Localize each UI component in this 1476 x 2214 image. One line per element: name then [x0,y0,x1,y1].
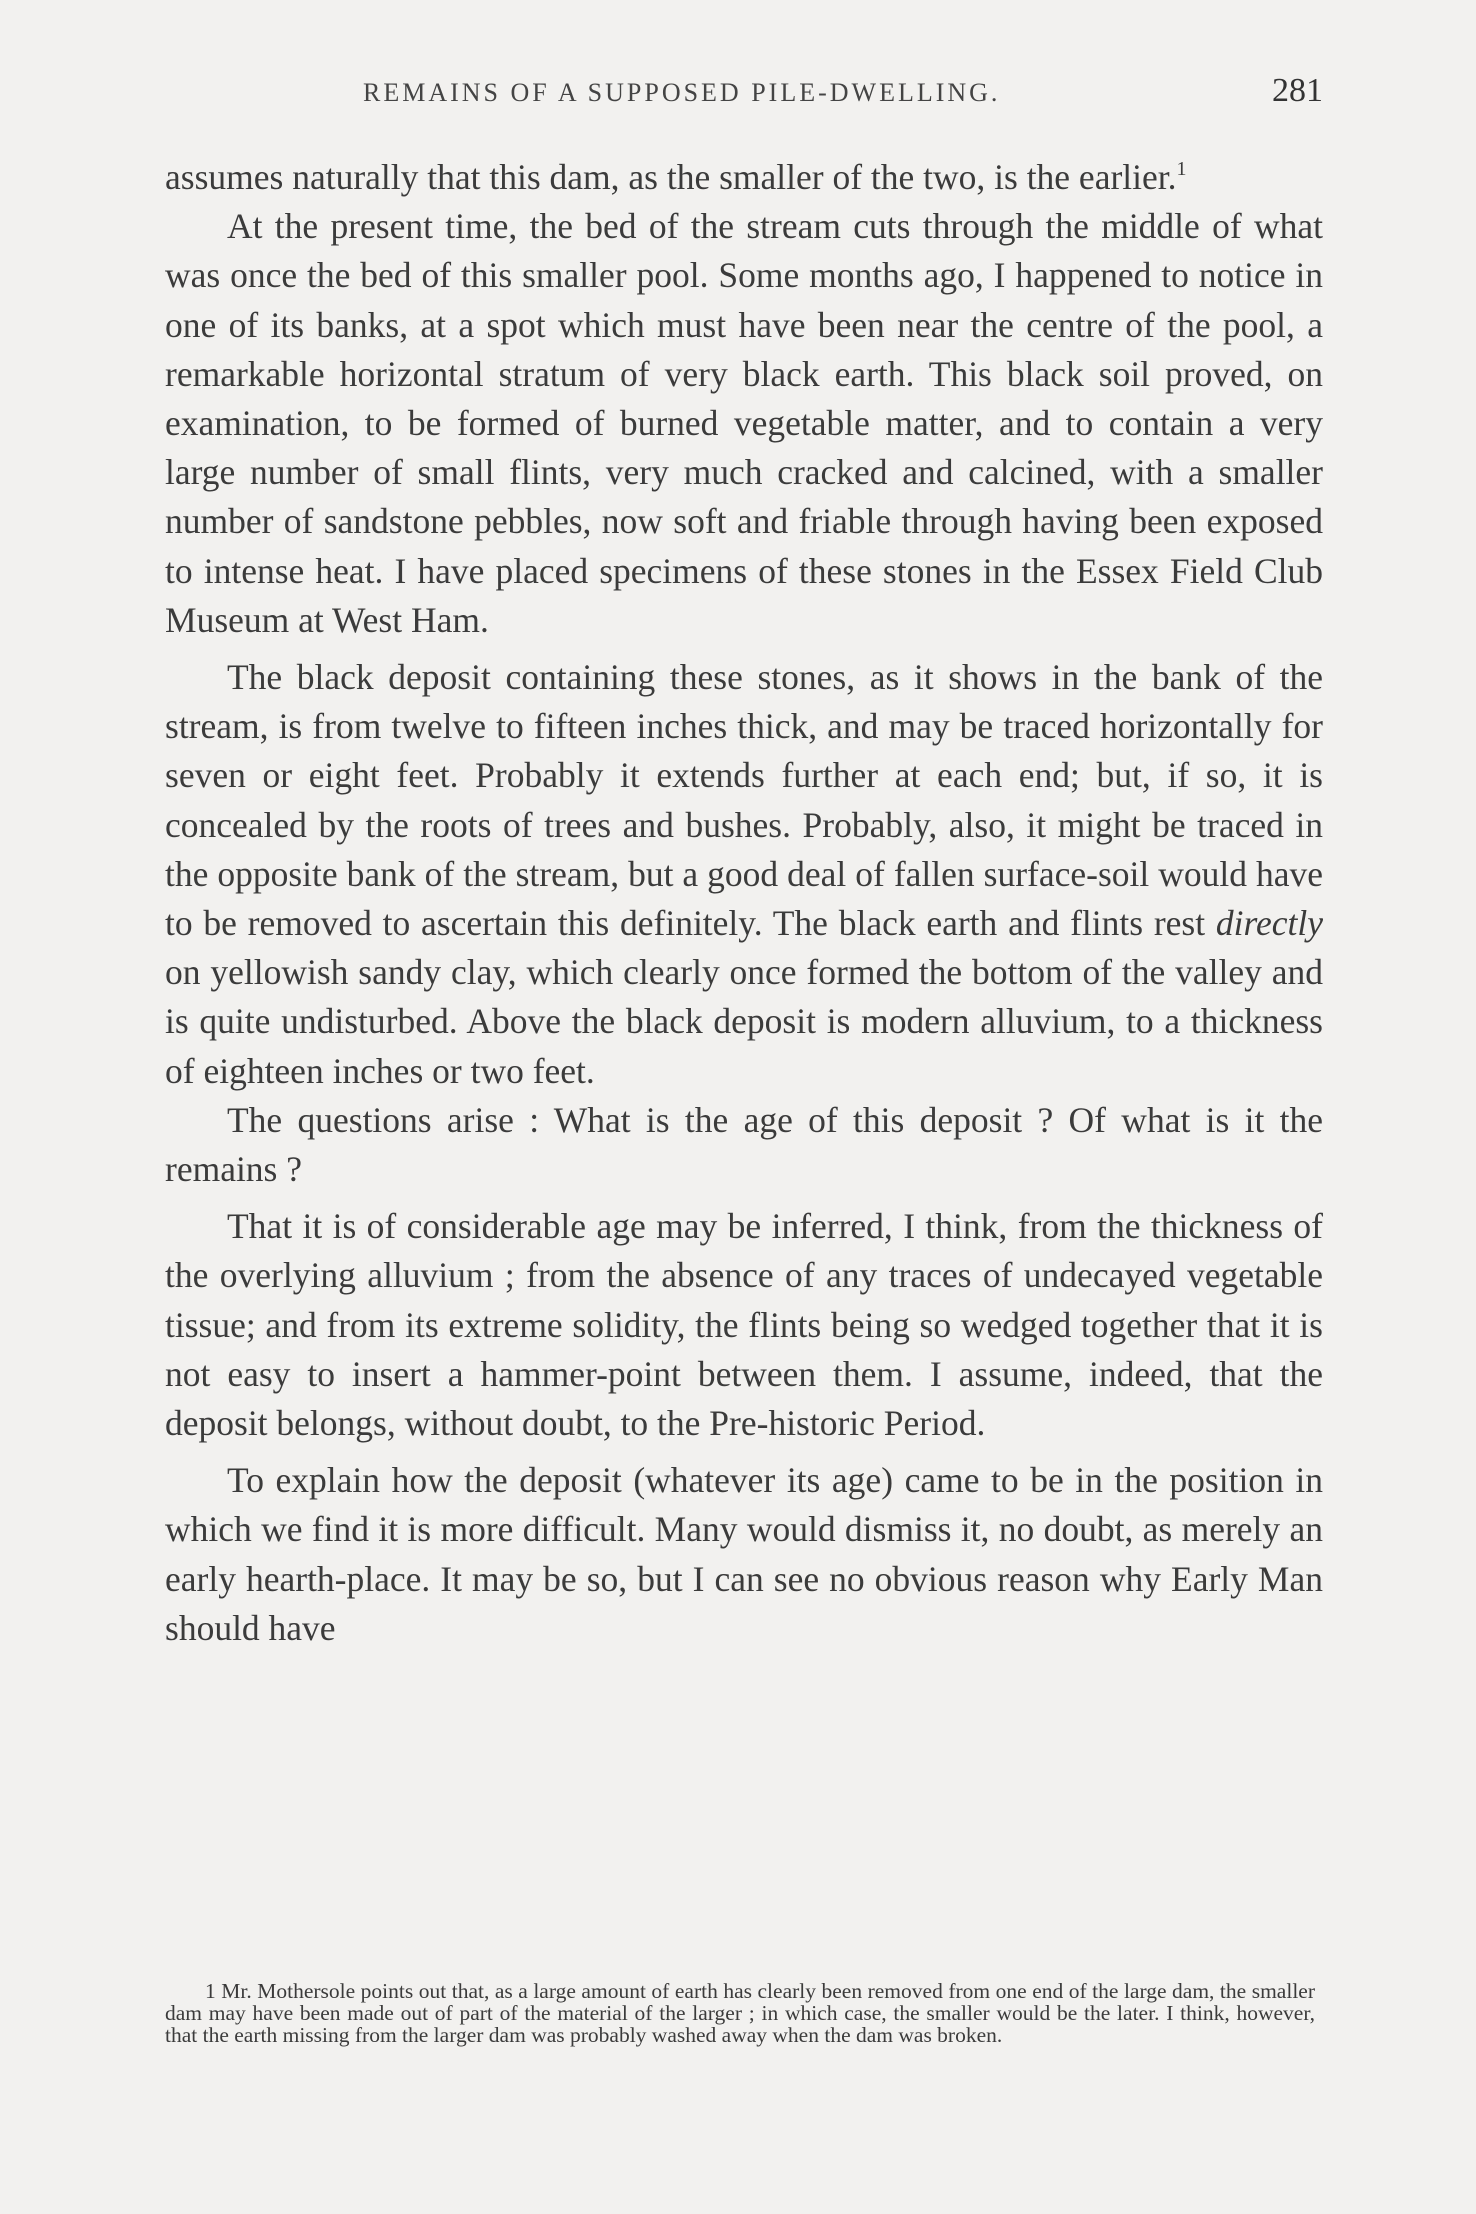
paragraph: To explain how the deposit (whatever its age) came to be in the position in which we find it is more difficult. Many would dismiss it, no doubt, as merely an early hearth-place. It may be so, but I can see no obvious reason why Early Man should have [165,1460,1323,1648]
paragraph: That it is of considerable age may be inferred, I think, from the thickness of the overlying alluvium ; from the absence of any traces of undecayed vegetable tissue; and from its extreme solidity, the flints being so wedged together that it is not easy to insert a hammer-point between them. I assume, indeed, that the deposit belongs, without doubt, to the Pre-historic Period. [165,1206,1323,1444]
body-text [165,153,1323,1653]
paragraph: The questions arise : What is the age of this deposit ? Of what is it the remains ? [165,1099,1323,1190]
paragraph: At the present time, the bed of the stream cuts through the middle of what was once the bed of this smaller pool. Some months ago, I happened to notice in one of its banks, at a spot which must have been near the centre of the pool, a remarkable horizontal stratum of very black earth. This black soil proved, on examination, to be formed of burned vegetable matter, and to contain a very large number of small flints, very much cracked and calcined, with a smaller number of sandstone pebbles, now soft and friable through having been exposed to intense heat. I have placed specimens of these stones in the Essex Field Club Museum at West Ham. [165,206,1323,640]
emphasis: directly [1215,903,1323,944]
footnote-reference: 1 [1176,158,1187,180]
footnotes [165,1980,1315,2046]
page-number: 281 [1272,72,1323,109]
paragraph-text: assumes naturally that this dam, as the smaller of the two, is the earlier. [165,157,1177,197]
paragraph-text: on yellowish sandy clay, which clearly once formed the bottom of the valley and is quite undisturbed. Above the black deposit is modern alluvium, to a thickness of eighteen inches or two feet. [165,952,1323,1091]
paragraph-continued [165,153,1323,202]
paragraph [165,653,1323,1096]
running-title: REMAINS OF A SUPPOSED PILE-DWELLING. [363,78,1001,107]
running-head [163,72,1323,116]
footnote: 1 Mr. Mothersole points out that, as a large amount of earth has clearly been removed from one end of the large dam, the smaller dam may have been made out of part of the material of the larger ; in which case, the smaller would be the later. I think, however, that the earth missing from the larger dam was probably washed away when the dam was broken. [165,1979,1315,2047]
paragraph-text: The black deposit containing these stones, as it shows in the bank of the stream, is from twelve to fifteen inches thick, and may be traced horizontally for seven or eight feet. Probably it extends further at each end; but, if so, it is concealed by the roots of trees and bushes. Probably, also, it might be traced in the opposite bank of the stream, but a good deal of fallen surface-soil would have to be removed to ascertain this definitely. The black earth and flints rest [165,657,1323,944]
